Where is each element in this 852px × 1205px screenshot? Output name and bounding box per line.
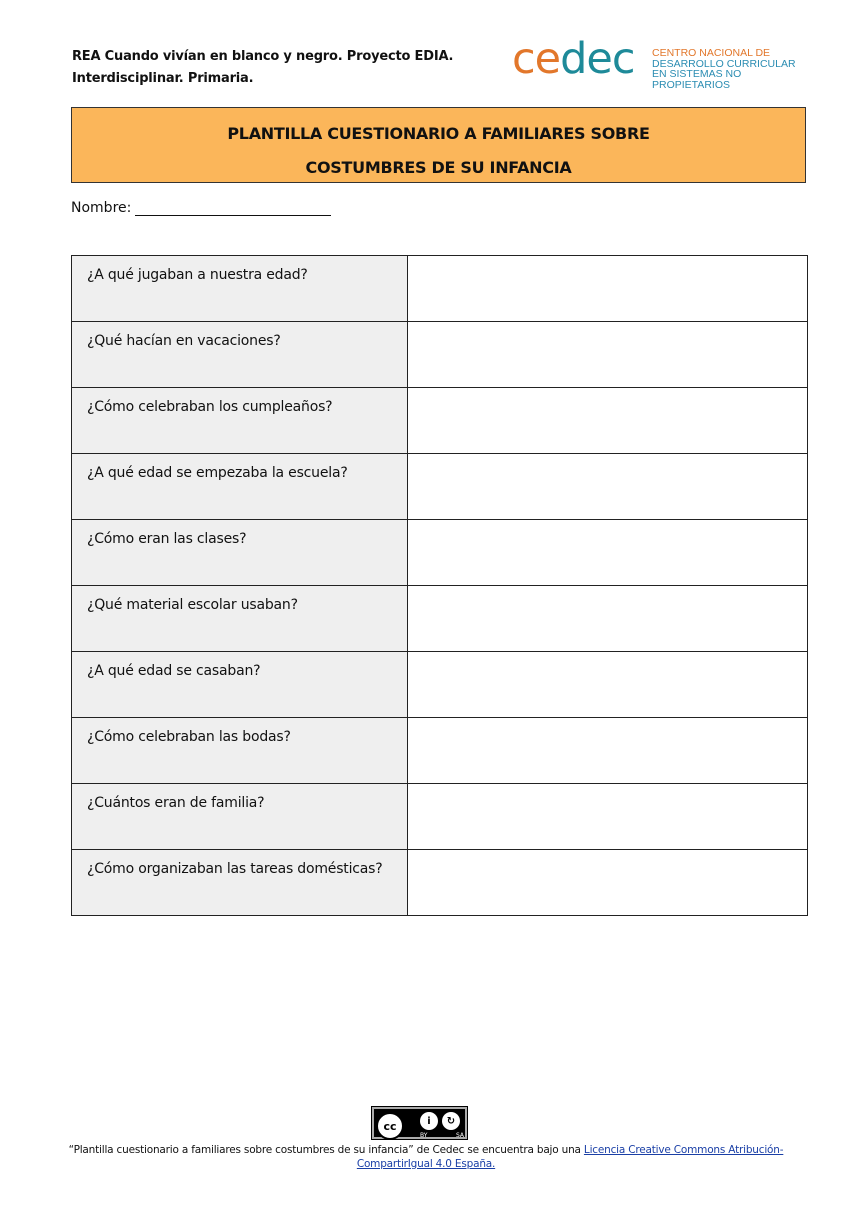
table-row (72, 454, 808, 520)
answer-cell[interactable] (408, 520, 808, 586)
logo-wordmark (512, 34, 635, 84)
header-line-2: Interdisciplinar. Primaria. (72, 71, 254, 86)
logo-subtitle (652, 48, 812, 90)
logo-sub-line-1: CENTRO NACIONAL DE (652, 47, 771, 59)
questionnaire-table (71, 255, 808, 916)
logo-sub-line-3: EN SISTEMAS NO PROPIETARIOS (652, 68, 742, 91)
name-field (71, 200, 331, 216)
question-cell: ¿Cuántos eran de familia? (72, 784, 408, 850)
question-cell: ¿Cómo celebraban los cumpleaños? (72, 388, 408, 454)
table-row (72, 520, 808, 586)
cedec-logo (512, 34, 812, 91)
table-row (72, 784, 808, 850)
logo-word-ce: ce (512, 34, 561, 84)
license-footer (40, 1143, 812, 1171)
table-row (72, 850, 808, 916)
title-box (71, 107, 806, 183)
answer-cell[interactable] (408, 388, 808, 454)
cc-sa-label: SA (455, 1132, 464, 1139)
table-row (72, 652, 808, 718)
footer-text: “Plantilla cuestionario a familiares sobre costumbres de su infancia” de Cedec se encuentra bajo una (68, 1144, 584, 1156)
document-header (72, 46, 453, 90)
answer-cell[interactable] (408, 718, 808, 784)
question-cell: ¿Qué hacían en vacaciones? (72, 322, 408, 388)
answer-cell[interactable] (408, 454, 808, 520)
title-line-1: PLANTILLA CUESTIONARIO A FAMILIARES SOBRE (227, 124, 650, 143)
answer-cell[interactable] (408, 652, 808, 718)
name-label: Nombre: (71, 200, 132, 216)
logo-word-dec: dec (560, 34, 635, 84)
cc-license-badge[interactable] (371, 1106, 468, 1140)
logo-sub-line-2: DESARROLLO CURRICULAR (652, 57, 796, 70)
answer-cell[interactable] (408, 850, 808, 916)
answer-cell[interactable] (408, 784, 808, 850)
cc-badge-labels (420, 1132, 464, 1139)
share-alike-icon: ↻ (442, 1112, 460, 1130)
attribution-icon: i (420, 1112, 438, 1130)
question-cell: ¿Qué material escolar usaban? (72, 586, 408, 652)
question-cell: ¿Cómo celebraban las bodas? (72, 718, 408, 784)
answer-cell[interactable] (408, 256, 808, 322)
table-row (72, 322, 808, 388)
header-line-1: REA Cuando vivían en blanco y negro. Proyecto EDIA. (72, 49, 454, 64)
answer-cell[interactable] (408, 322, 808, 388)
table-row (72, 718, 808, 784)
question-cell: ¿A qué edad se empezaba la escuela? (72, 454, 408, 520)
question-cell: ¿A qué jugaban a nuestra edad? (72, 256, 408, 322)
cc-by-label: BY (420, 1132, 428, 1139)
cc-icon: cc (376, 1112, 404, 1140)
answer-cell[interactable] (408, 586, 808, 652)
question-cell: ¿Cómo organizaban las tareas domésticas? (72, 850, 408, 916)
table-row (72, 256, 808, 322)
table-row (72, 586, 808, 652)
license-link-part-2: CompartirIgual 4.0 España. (356, 1158, 496, 1170)
table-row (72, 388, 808, 454)
name-blank-line[interactable] (135, 200, 331, 216)
cc-badge-inner (374, 1109, 465, 1137)
title-line-2: COSTUMBRES DE SU INFANCIA (305, 158, 572, 177)
question-cell: ¿Cómo eran las clases? (72, 520, 408, 586)
license-link-part-1: Licencia Creative Commons Atribución- (583, 1144, 784, 1156)
question-cell: ¿A qué edad se casaban? (72, 652, 408, 718)
